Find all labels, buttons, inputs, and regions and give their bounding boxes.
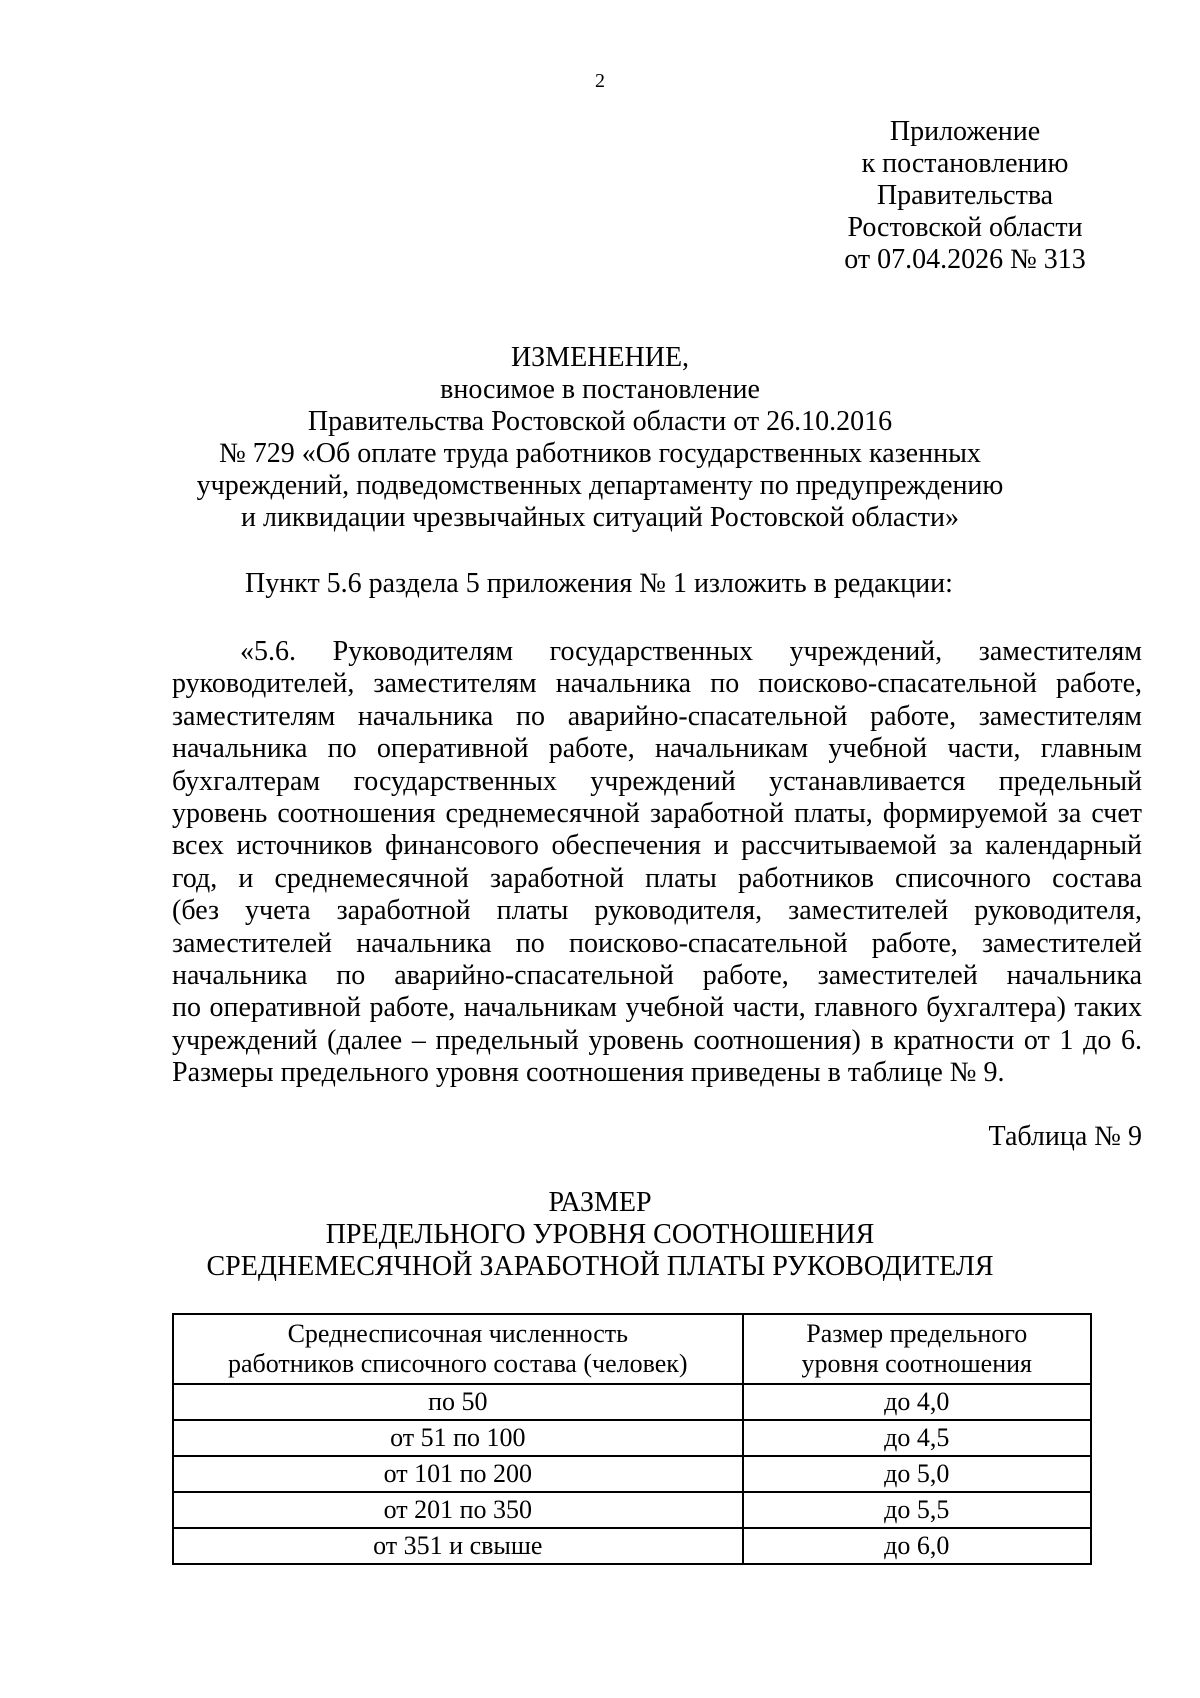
paragraph-line: уровень соотношения среднемесячной заработной платы, формируемой за счет: [172, 797, 1142, 829]
title-line: и ликвидации чрезвычайных ситуаций Ростовской области»: [240, 502, 960, 533]
appendix-line: Правительства: [876, 180, 1054, 211]
table-row: [173, 1384, 1091, 1420]
appendix-line: Ростовской области: [847, 212, 1083, 243]
title-line: № 729 «Об оплате труда работников государственных казенных: [219, 438, 981, 469]
paragraph-line: заместителям начальника по аварийно-спасательной работе, заместителям: [172, 700, 1142, 732]
table-row: [173, 1528, 1091, 1564]
paragraph-line: по оперативной работе, начальникам учебной части, главного бухгалтера) таких: [172, 992, 1142, 1024]
cell-ratio: до 4,0: [743, 1384, 1091, 1420]
intro-paragraph: Пункт 5.6 раздела 5 приложения № 1 изложить в редакции:: [245, 568, 953, 599]
title-heading: ИЗМЕНЕНИЕ,: [510, 342, 690, 373]
paragraph-line: (без учета заработной платы руководителя, заместителей руководителя,: [172, 895, 1142, 927]
header-line: работников списочного состава (человек): [227, 1349, 688, 1378]
cell-headcount: от 101 по 200: [173, 1456, 743, 1492]
paragraph-line: год, и среднемесячной заработной платы работников списочного состава: [172, 862, 1142, 894]
paragraph-line: бухгалтерам государственных учреждений устанавливается предельный: [172, 765, 1142, 797]
header-line: Среднесписочная численность: [287, 1319, 628, 1348]
header-ratio: [743, 1314, 1091, 1384]
table-title-line: СРЕДНЕМЕСЯЧНОЙ ЗАРАБОТНОЙ ПЛАТЫ РУКОВОДИТЕЛЯ: [206, 1251, 994, 1282]
paragraph-line: учреждений (далее – предельный уровень соотношения) в кратности от 1 до 6.: [172, 1024, 1142, 1056]
header-line: уровня соотношения: [801, 1349, 1033, 1378]
table-row: [173, 1420, 1091, 1456]
page-number: 2: [595, 70, 605, 92]
header-headcount: [173, 1314, 743, 1384]
title-line: Правительства Ростовской области от 26.10.2016: [307, 406, 893, 437]
cell-headcount: от 351 и свыше: [173, 1528, 743, 1564]
table-title: [170, 1187, 1030, 1283]
header-line: Размер предельного: [806, 1319, 1028, 1348]
table-title-line: ПРЕДЕЛЬНОГО УРОВНЯ СООТНОШЕНИЯ: [325, 1219, 875, 1250]
cell-headcount: от 201 по 350: [173, 1492, 743, 1528]
cell-ratio: до 6,0: [743, 1528, 1091, 1564]
table-title-line: РАЗМЕР: [548, 1187, 652, 1218]
table-row: [173, 1456, 1091, 1492]
title-line: учреждений, подведомственных департаменту по предупреждению: [196, 470, 1004, 501]
document-title: [170, 342, 1030, 534]
amendment-paragraph: [172, 636, 1142, 1089]
appendix-block: [840, 116, 1090, 276]
cell-headcount: по 50: [173, 1384, 743, 1420]
appendix-line: к постановлению: [861, 148, 1069, 179]
paragraph-line: «5.6. Руководителям государственных учреждений, заместителям: [240, 636, 1142, 667]
paragraph-line: начальника по оперативной работе, начальникам учебной части, главным: [172, 733, 1142, 765]
paragraph-line: руководителей, заместителям начальника по поисково-спасательной работе,: [172, 668, 1142, 700]
table-row: [173, 1492, 1091, 1528]
cell-ratio: до 4,5: [743, 1420, 1091, 1456]
title-line: вносимое в постановление: [440, 374, 760, 405]
ratio-table: [172, 1313, 1092, 1565]
paragraph-line: начальника по аварийно-спасательной работе, заместителей начальника: [172, 959, 1142, 991]
cell-ratio: до 5,5: [743, 1492, 1091, 1528]
paragraph-line: заместителей начальника по поисково-спасательной работе, заместителей: [172, 927, 1142, 959]
appendix-line: Приложение: [889, 116, 1041, 147]
appendix-line: от 07.04.2026 № 313: [844, 244, 1086, 275]
table-header-row: [173, 1314, 1091, 1384]
paragraph-line: Размеры предельного уровня соотношения приведены в таблице № 9.: [172, 1057, 1005, 1089]
table-label: Таблица № 9: [988, 1121, 1142, 1152]
cell-ratio: до 5,0: [743, 1456, 1091, 1492]
paragraph-line: всех источников финансового обеспечения и рассчитываемой за календарный: [172, 830, 1142, 862]
cell-headcount: от 51 по 100: [173, 1420, 743, 1456]
